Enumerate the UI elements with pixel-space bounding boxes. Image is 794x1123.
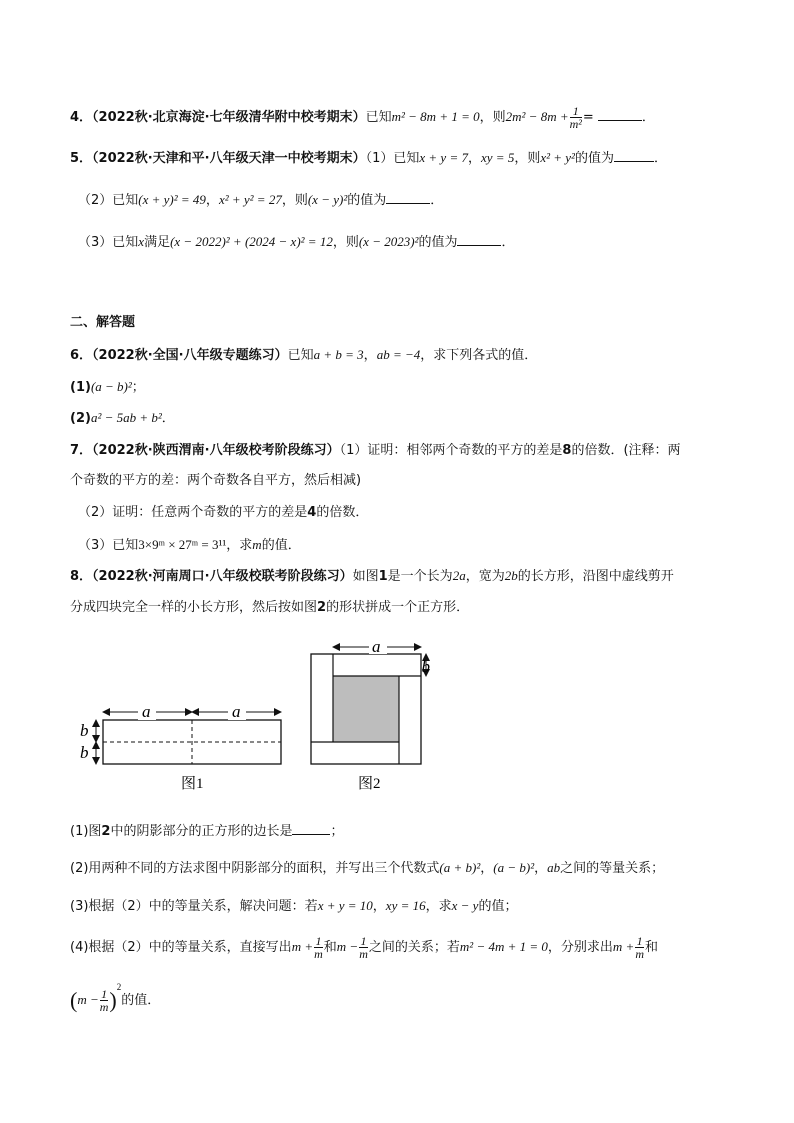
question-text: 满足 [144, 235, 171, 250]
question-text: ，求 [425, 899, 452, 914]
punctuation: ， [467, 151, 481, 166]
question-text: 如图 [352, 569, 379, 584]
label-b: b [80, 743, 89, 762]
math-expression: x − y [451, 898, 479, 913]
math-expression: ab = −4 [376, 347, 421, 362]
question-8-part-2 [70, 858, 664, 879]
figure-1 [80, 702, 281, 792]
math-expression: xy = 16 [385, 898, 426, 913]
question-6 [70, 345, 537, 366]
question-text: (1)图 [70, 824, 102, 839]
question-7-part-3 [78, 535, 301, 556]
math-expression: x² + y² = 27 [218, 192, 282, 207]
figure-ref: 2 [317, 600, 327, 615]
question-text: 之间的关系；若 [368, 940, 460, 955]
math-expression: (x − 2023)² [358, 234, 419, 249]
question-8-line-2 [70, 598, 469, 618]
paren: ( [70, 987, 78, 1013]
question-7-part-1 [70, 441, 681, 461]
punctuation: ； [131, 380, 145, 395]
question-text: 和 [645, 940, 659, 955]
question-text: (3)根据（2）中的等量关系，解决问题：若 [70, 899, 318, 914]
question-text: 之间的等量关系； [560, 861, 665, 876]
question-8-part-3 [70, 896, 517, 917]
question-text: 已知 [287, 348, 314, 363]
question-source: （2022秋·天津和平·八年级天津一中校考期末） [92, 151, 366, 166]
punctuation: ， [480, 861, 494, 876]
figures [70, 630, 430, 805]
punctuation: ． [430, 193, 444, 208]
punctuation: ． [653, 151, 667, 166]
question-4 [70, 105, 655, 130]
question-text: 的值． [261, 538, 301, 553]
question-number: 4． [70, 110, 93, 125]
punctuation: ， [363, 348, 377, 363]
fraction: $\frac{1}{\text{m²}}$ [569, 104, 582, 131]
answer-blank[interactable] [457, 233, 501, 246]
punctuation: ． [161, 411, 175, 426]
punctuation: ， [205, 193, 219, 208]
math-expression: a + b = 3 [313, 347, 364, 362]
question-source: （2022秋·北京海淀·七年级清华附中校考期末） [92, 110, 366, 125]
question-text: 的值为 [347, 193, 387, 208]
number: 4 [307, 505, 317, 520]
math-expression: xy = 5 [481, 150, 515, 165]
question-text: ，则 [332, 235, 359, 250]
question-text: 的值为 [574, 151, 614, 166]
question-source: （2022秋·全国·八年级专题练习） [92, 348, 288, 363]
punctuation: ， [534, 861, 548, 876]
question-number: 5． [70, 151, 93, 166]
question-text: ，则 [514, 151, 541, 166]
label-a: a [142, 702, 151, 721]
math-expression: m − [77, 992, 99, 1007]
answer-blank[interactable] [386, 191, 430, 204]
question-8-part-1 [70, 822, 344, 842]
math-expression: (a + b)² [439, 860, 481, 875]
math-expression: (x − y)² [307, 192, 348, 207]
question-source: （2022秋·陕西渭南·八年级校考阶段练习） [92, 443, 340, 458]
figure-2-caption: 图2 [358, 776, 381, 792]
fraction: $\frac{1}{m}$ [99, 987, 109, 1014]
question-text: （2）证明：任意两个奇数的平方的差是 [78, 505, 308, 520]
question-text: (2)用两种不同的方法求图中阴影部分的面积，并写出三个代数式 [70, 861, 440, 876]
question-number: 8． [70, 569, 93, 584]
question-number: 7． [70, 443, 93, 458]
question-text: ，求 [226, 538, 253, 553]
math-expression: 3×9ᵐ × 27ᵐ = 3¹¹ [138, 537, 227, 552]
answer-blank[interactable] [614, 149, 654, 162]
question-text: 的长方形，沿图中虚线剪开 [517, 569, 674, 584]
figure-2 [311, 636, 430, 792]
question-8-part-4 [70, 932, 658, 963]
question-8-part-4-cont [70, 982, 160, 1019]
fraction: $\frac{1}{m}$ [359, 934, 368, 961]
answer-blank[interactable] [598, 108, 642, 121]
part-label: (2) [70, 411, 91, 426]
question-text: 的倍数． [316, 505, 369, 520]
math-expression: x² + y² [540, 150, 575, 165]
question-text: 的倍数．(注释：两 [571, 443, 681, 458]
math-expression: ab [547, 860, 561, 875]
question-text: ，则 [281, 193, 308, 208]
figure-ref: 1 [378, 569, 388, 584]
fraction: $\frac{1}{m}$ [314, 934, 323, 961]
label-b: b [421, 657, 430, 676]
exponent: 2 [116, 982, 122, 992]
question-text: 的形状拼成一个正方形． [326, 600, 470, 615]
question-text: = [582, 110, 598, 125]
question-text: 的值． [121, 993, 161, 1008]
label-a: a [372, 637, 381, 656]
question-7-part-1-cont: 个奇数的平方的差：两个奇数各自平方，然后相减) [70, 473, 362, 488]
math-expression: (x + y)² = 49 [138, 192, 206, 207]
math-expression: m − [336, 939, 359, 954]
question-6-part-1 [70, 377, 145, 398]
label-b: b [80, 721, 89, 740]
question-text: （1）已知 [365, 151, 420, 166]
math-expression: a² − 5ab + b² [90, 410, 162, 425]
question-text: 分成四块完全一样的小长方形，然后按如图 [70, 600, 318, 615]
answer-blank[interactable] [292, 822, 330, 835]
math-expression: 2a [452, 568, 466, 583]
shaded-square [333, 676, 399, 742]
question-text: （1）证明：相邻两个奇数的平方的差是 [339, 443, 563, 458]
math-expression: x + y = 10 [317, 898, 373, 913]
question-8-line-1 [70, 566, 674, 587]
figure-1-caption: 图1 [181, 776, 204, 792]
question-text: 的值为 [418, 235, 458, 250]
number: 8 [562, 443, 572, 458]
question-text: （2）已知 [78, 193, 139, 208]
math-expression: (x − 2022)² + (2024 − x)² = 12 [170, 234, 333, 249]
question-6-part-2 [70, 408, 175, 429]
question-5-part-3 [78, 232, 514, 253]
number: 2 [101, 824, 111, 839]
math-variable: m [252, 537, 262, 552]
question-text: 的值； [478, 899, 518, 914]
punctuation: ， [372, 899, 386, 914]
math-variable: x [138, 234, 145, 249]
math-expression: (a − b)² [90, 379, 132, 394]
question-7-part-2 [78, 503, 368, 523]
math-expression: m + [291, 939, 314, 954]
section-heading: 二、解答题 [70, 315, 136, 330]
question-5-part-1 [70, 148, 667, 169]
math-expression: 2b [504, 568, 518, 583]
question-source: （2022秋·河南周口·八年级校联考阶段练习） [92, 569, 353, 584]
question-text: 是一个长为 [387, 569, 453, 584]
math-expression: m + [612, 939, 635, 954]
question-5-part-2 [78, 190, 443, 211]
question-text: （3）已知 [78, 538, 139, 553]
question-text: ，则 [479, 110, 506, 125]
question-text: ，宽为 [465, 569, 505, 584]
fraction: $\frac{1}{m}$ [635, 934, 645, 961]
punctuation: ． [641, 110, 655, 125]
label-a: a [232, 702, 241, 721]
question-text: 已知 [365, 110, 392, 125]
punctuation: ； [330, 824, 344, 839]
math-expression: (a − b)² [493, 860, 535, 875]
math-expression: 2m² − 8m + [505, 109, 569, 124]
math-expression: m² − 4m + 1 = 0 [459, 939, 548, 954]
question-text: ，分别求出 [547, 940, 613, 955]
math-expression: m² − 8m + 1 = 0 [391, 109, 480, 124]
question-text: 和 [323, 940, 337, 955]
math-expression: x + y = 7 [419, 150, 468, 165]
question-text: (4)根据（2）中的等量关系，直接写出 [70, 940, 292, 955]
paren: ) [109, 987, 117, 1013]
question-text: （3）已知 [78, 235, 139, 250]
question-text: 中的阴影部分的正方形的边长是 [110, 824, 293, 839]
punctuation: ． [501, 235, 515, 250]
question-number: 6． [70, 348, 93, 363]
part-label: (1) [70, 380, 91, 395]
question-text: ，求下列各式的值． [420, 348, 538, 363]
